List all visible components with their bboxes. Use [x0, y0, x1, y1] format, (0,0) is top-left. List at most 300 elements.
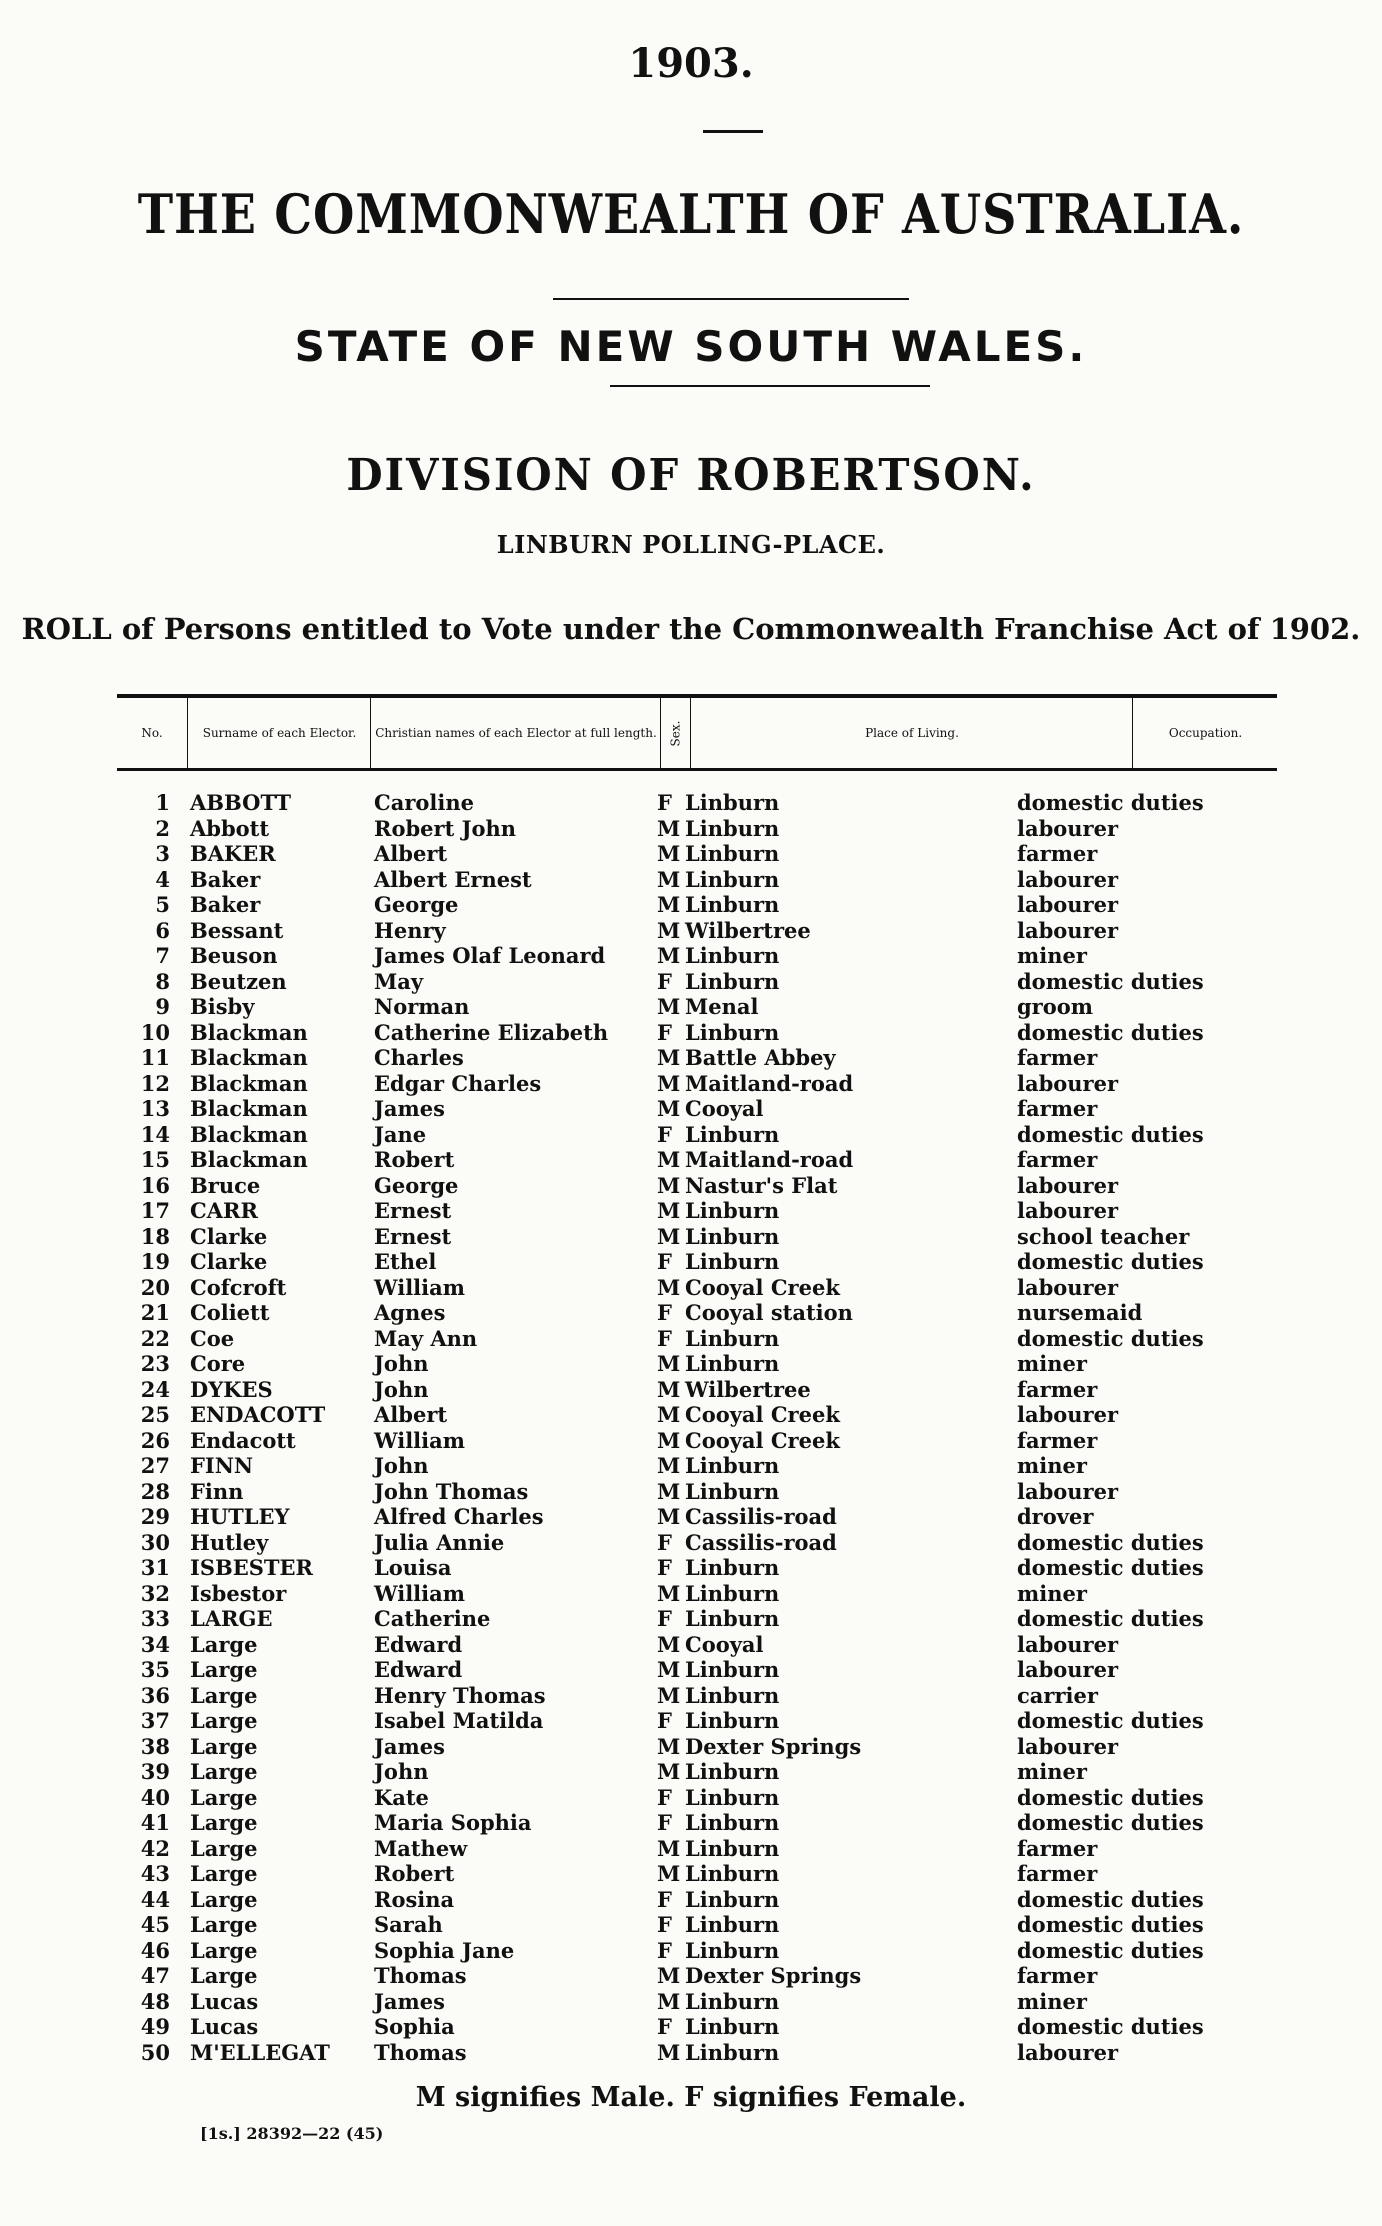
elector-christian-names: Sophia Jane — [374, 1937, 515, 1963]
elector-place: Battle Abbey — [685, 1045, 836, 1070]
elector-surname: Blackman — [190, 1070, 308, 1096]
header-surname: Surname of each Elector. — [187, 698, 371, 768]
elector-no: 11 — [140, 1045, 170, 1070]
table-row — [0, 2040, 1382, 2066]
elector-sex: M — [657, 1682, 681, 1708]
elector-no: 36 — [140, 1682, 170, 1708]
elector-sex: F — [657, 1784, 672, 1810]
elector-no: 24 — [140, 1376, 170, 1402]
elector-sex: F — [657, 1555, 672, 1580]
table-row — [0, 1428, 1382, 1454]
elector-no: 39 — [140, 1759, 170, 1784]
elector-surname: Baker — [190, 866, 261, 892]
header-sex-label: Sex. — [668, 720, 683, 746]
elector-sex: M — [657, 1351, 681, 1376]
elector-christian-names: Louisa — [374, 1555, 452, 1580]
elector-occupation: domestic duties — [1017, 1708, 1204, 1733]
elector-occupation: domestic duties — [1017, 1529, 1204, 1555]
table-row — [0, 943, 1382, 969]
elector-occupation: domestic duties — [1017, 1606, 1204, 1631]
elector-place: Linburn — [685, 1121, 780, 1147]
table-row — [0, 969, 1382, 995]
elector-place: Linburn — [685, 943, 780, 968]
header-occupation: Occupation. — [1132, 698, 1278, 768]
elector-place: Linburn — [685, 1784, 780, 1810]
elector-sex: F — [657, 1810, 672, 1835]
elector-occupation: domestic duties — [1017, 1912, 1204, 1937]
elector-christian-names: George — [374, 1172, 459, 1198]
elector-surname: Large — [190, 1963, 258, 1988]
elector-christian-names: James — [374, 1988, 445, 2014]
elector-surname: Clarke — [190, 1223, 268, 1249]
table-row — [0, 816, 1382, 842]
elector-occupation: labourer — [1017, 1631, 1119, 1657]
elector-no: 4 — [155, 866, 170, 892]
elector-occupation: domestic duties — [1017, 1019, 1204, 1045]
elector-no: 20 — [140, 1274, 170, 1300]
table-row — [0, 1632, 1382, 1658]
elector-sex: F — [657, 790, 672, 815]
table-row — [0, 1708, 1382, 1734]
table-row — [0, 1122, 1382, 1148]
table-row — [0, 1453, 1382, 1479]
elector-occupation: miner — [1017, 1759, 1087, 1784]
elector-sex: M — [657, 1657, 681, 1682]
elector-no: 13 — [140, 1096, 170, 1121]
elector-christian-names: Edgar Charles — [374, 1070, 542, 1096]
elector-occupation: farmer — [1017, 1427, 1098, 1453]
elector-surname: Endacott — [190, 1427, 296, 1453]
elector-christian-names: Edward — [374, 1657, 463, 1682]
elector-surname: CARR — [190, 1198, 258, 1223]
elector-occupation: labourer — [1017, 1733, 1119, 1759]
elector-occupation: carrier — [1017, 1682, 1098, 1708]
elector-surname: Coe — [190, 1325, 235, 1351]
elector-place: Linburn — [685, 790, 780, 815]
elector-place: Linburn — [685, 1937, 780, 1963]
elector-no: 29 — [140, 1504, 170, 1529]
elector-place: Linburn — [685, 1478, 780, 1504]
elector-sex: M — [657, 1070, 681, 1096]
elector-sex: F — [657, 1886, 672, 1912]
elector-surname: HUTLEY — [190, 1504, 290, 1529]
elector-sex: M — [657, 994, 681, 1019]
elector-christian-names: Ethel — [374, 1249, 437, 1274]
elector-place: Linburn — [685, 1580, 780, 1606]
elector-surname: Beutzen — [190, 968, 287, 994]
elector-occupation: farmer — [1017, 841, 1098, 866]
elector-no: 45 — [140, 1912, 170, 1937]
elector-sex: M — [657, 917, 681, 943]
elector-christian-names: May Ann — [374, 1325, 478, 1351]
elector-no: 35 — [140, 1657, 170, 1682]
elector-no: 44 — [140, 1886, 170, 1912]
elector-no: 10 — [140, 1019, 170, 1045]
elector-sex: F — [657, 1529, 672, 1555]
elector-surname: FINN — [190, 1453, 254, 1478]
elector-christian-names: John Thomas — [374, 1478, 529, 1504]
elector-no: 27 — [140, 1453, 170, 1478]
elector-sex: M — [657, 1478, 681, 1504]
table-row — [0, 1963, 1382, 1989]
elector-no: 5 — [155, 892, 170, 917]
table-row — [0, 918, 1382, 944]
elector-no: 12 — [140, 1070, 170, 1096]
elector-surname: Large — [190, 1708, 258, 1733]
elector-no: 42 — [140, 1835, 170, 1861]
elector-occupation: farmer — [1017, 1096, 1098, 1121]
elector-place: Wilbertree — [685, 917, 811, 943]
roll-title: ROLL of Persons entitled to Vote under the Commonwealth Franchise Act of 1902. — [21, 612, 1361, 646]
elector-sex: M — [657, 866, 681, 892]
elector-occupation: farmer — [1017, 1045, 1098, 1070]
elector-no: 9 — [155, 994, 170, 1019]
elector-sex: M — [657, 1402, 681, 1427]
elector-place: Linburn — [685, 1886, 780, 1912]
elector-surname: Large — [190, 1759, 258, 1784]
elector-occupation: domestic duties — [1017, 790, 1204, 815]
elector-occupation: domestic duties — [1017, 1937, 1204, 1963]
elector-no: 8 — [155, 968, 170, 994]
elector-christian-names: Robert — [374, 1861, 455, 1886]
elector-surname: Isbestor — [190, 1580, 287, 1606]
elector-christian-names: Jane — [374, 1121, 427, 1147]
table-row — [0, 994, 1382, 1020]
elector-christian-names: Catherine — [374, 1606, 491, 1631]
elector-place: Cooyal Creek — [685, 1274, 840, 1300]
elector-sex: M — [657, 892, 681, 917]
divider-rule — [610, 385, 930, 387]
elector-surname: Hutley — [190, 1529, 269, 1555]
elector-no: 23 — [140, 1351, 170, 1376]
elector-sex: M — [657, 1147, 681, 1172]
elector-sex: M — [657, 1733, 681, 1759]
elector-place: Linburn — [685, 1606, 780, 1631]
elector-christian-names: Caroline — [374, 790, 474, 815]
elector-christian-names: Robert John — [374, 815, 517, 841]
table-row — [0, 1275, 1382, 1301]
elector-no: 2 — [155, 815, 170, 841]
table-row — [0, 1198, 1382, 1224]
elector-christian-names: Albert Ernest — [374, 866, 532, 892]
header-place: Place of Living. — [690, 698, 1133, 768]
elector-occupation: domestic duties — [1017, 1249, 1204, 1274]
elector-occupation: groom — [1017, 994, 1093, 1019]
elector-sex: M — [657, 2039, 681, 2065]
elector-surname: Blackman — [190, 1045, 308, 1070]
elector-christian-names: Albert — [374, 1402, 448, 1427]
elector-christian-names: Robert — [374, 1147, 455, 1172]
elector-place: Linburn — [685, 815, 780, 841]
elector-no: 3 — [155, 841, 170, 866]
table-row — [0, 1402, 1382, 1428]
elector-no: 48 — [140, 1988, 170, 2014]
elector-sex: F — [657, 2014, 672, 2039]
elector-place: Cooyal Creek — [685, 1402, 840, 1427]
elector-occupation: miner — [1017, 1351, 1087, 1376]
elector-sex: M — [657, 1580, 681, 1606]
elector-place: Linburn — [685, 866, 780, 892]
elector-occupation: miner — [1017, 1453, 1087, 1478]
elector-sex: M — [657, 841, 681, 866]
elector-place: Nastur's Flat — [685, 1172, 838, 1198]
elector-no: 33 — [140, 1606, 170, 1631]
elector-sex: M — [657, 1376, 681, 1402]
table-row — [0, 1530, 1382, 1556]
elector-place: Linburn — [685, 1249, 780, 1274]
table-row — [0, 1759, 1382, 1785]
table-row — [0, 1989, 1382, 2015]
elector-occupation: labourer — [1017, 1478, 1119, 1504]
table-row — [0, 790, 1382, 816]
elector-occupation: farmer — [1017, 1963, 1098, 1988]
table-row — [0, 1785, 1382, 1811]
elector-christian-names: Kate — [374, 1784, 429, 1810]
elector-place: Wilbertree — [685, 1376, 811, 1402]
elector-place: Linburn — [685, 1835, 780, 1861]
elector-christian-names: John — [374, 1759, 429, 1784]
table-row — [0, 841, 1382, 867]
elector-sex: F — [657, 1708, 672, 1733]
elector-surname: ABBOTT — [190, 790, 291, 815]
elector-place: Maitland-road — [685, 1070, 854, 1096]
elector-occupation: farmer — [1017, 1376, 1098, 1402]
elector-sex: M — [657, 1223, 681, 1249]
elector-occupation: school teacher — [1017, 1223, 1190, 1249]
elector-christian-names: John — [374, 1376, 429, 1402]
elector-place: Dexter Springs — [685, 1733, 862, 1759]
elector-place: Linburn — [685, 1198, 780, 1223]
elector-occupation: labourer — [1017, 1172, 1119, 1198]
elector-place: Linburn — [685, 2039, 780, 2065]
elector-surname: Finn — [190, 1478, 244, 1504]
elector-place: Linburn — [685, 1861, 780, 1886]
elector-place: Cooyal — [685, 1631, 764, 1657]
elector-christian-names: Charles — [374, 1045, 464, 1070]
elector-place: Linburn — [685, 1555, 780, 1580]
elector-occupation: labourer — [1017, 1274, 1119, 1300]
elector-sex: M — [657, 815, 681, 841]
elector-christian-names: Catherine Elizabeth — [374, 1019, 609, 1045]
table-row — [0, 1173, 1382, 1199]
elector-christian-names: Henry — [374, 917, 446, 943]
elector-occupation: domestic duties — [1017, 1121, 1204, 1147]
elector-christian-names: Julia Annie — [374, 1529, 505, 1555]
table-row — [0, 1836, 1382, 1862]
divider-rule — [553, 298, 909, 300]
polling-place-heading: LINBURN POLLING-PLACE. — [496, 530, 886, 559]
elector-place: Linburn — [685, 1759, 780, 1784]
elector-no: 46 — [140, 1937, 170, 1963]
table-row — [0, 1377, 1382, 1403]
elector-no: 32 — [140, 1580, 170, 1606]
elector-surname: Lucas — [190, 1988, 259, 2014]
elector-occupation: labourer — [1017, 1402, 1119, 1427]
elector-surname: LARGE — [190, 1606, 273, 1631]
elector-place: Cooyal — [685, 1096, 764, 1121]
elector-sex: M — [657, 1453, 681, 1478]
elector-occupation: domestic duties — [1017, 968, 1204, 994]
elector-place: Maitland-road — [685, 1147, 854, 1172]
elector-no: 1 — [155, 790, 170, 815]
elector-christian-names: Henry Thomas — [374, 1682, 546, 1708]
elector-surname: Lucas — [190, 2014, 259, 2039]
elector-christian-names: May — [374, 968, 424, 994]
divider-rule — [703, 130, 763, 133]
elector-surname: Large — [190, 1631, 258, 1657]
elector-christian-names: Ernest — [374, 1223, 452, 1249]
elector-no: 49 — [140, 2014, 170, 2039]
elector-surname: Large — [190, 1682, 258, 1708]
elector-surname: Bisby — [190, 994, 255, 1019]
elector-place: Linburn — [685, 1223, 780, 1249]
elector-surname: Large — [190, 1886, 258, 1912]
elector-place: Menal — [685, 994, 759, 1019]
elector-no: 38 — [140, 1733, 170, 1759]
elector-occupation: domestic duties — [1017, 1810, 1204, 1835]
elector-place: Linburn — [685, 1988, 780, 2014]
table-row — [0, 1249, 1382, 1275]
elector-christian-names: Thomas — [374, 2039, 467, 2065]
elector-sex: M — [657, 1988, 681, 2014]
elector-surname: Large — [190, 1835, 258, 1861]
table-row — [0, 892, 1382, 918]
elector-christian-names: Agnes — [374, 1300, 446, 1325]
print-reference: [1s.] 28392—22 (45) — [200, 2124, 384, 2143]
elector-place: Dexter Springs — [685, 1963, 862, 1988]
elector-sex: M — [657, 1198, 681, 1223]
elector-surname: Blackman — [190, 1096, 308, 1121]
elector-sex: M — [657, 1427, 681, 1453]
table-row — [0, 1938, 1382, 1964]
elector-christian-names: Isabel Matilda — [374, 1708, 544, 1733]
elector-surname: Cofcroft — [190, 1274, 287, 1300]
elector-sex: M — [657, 1861, 681, 1886]
elector-occupation: farmer — [1017, 1147, 1098, 1172]
table-row — [0, 1734, 1382, 1760]
elector-surname: Large — [190, 1733, 258, 1759]
elector-sex: M — [657, 1759, 681, 1784]
elector-surname: Large — [190, 1912, 258, 1937]
elector-place: Linburn — [685, 1325, 780, 1351]
elector-place: Linburn — [685, 968, 780, 994]
elector-occupation: labourer — [1017, 866, 1119, 892]
table-row — [0, 1810, 1382, 1836]
elector-occupation: domestic duties — [1017, 2014, 1204, 2039]
elector-occupation: miner — [1017, 1988, 1087, 2014]
sex-legend-note: M signifies Male. F signifies Female. — [415, 2082, 967, 2113]
table-row — [0, 1224, 1382, 1250]
elector-occupation: labourer — [1017, 1070, 1119, 1096]
table-row — [0, 1045, 1382, 1071]
elector-no: 7 — [155, 943, 170, 968]
electors-table-body — [0, 790, 1382, 2065]
elector-sex: M — [657, 943, 681, 968]
document-title: THE COMMONWEALTH OF AUSTRALIA. — [137, 182, 1245, 246]
elector-surname: M'ELLEGAT — [190, 2039, 330, 2065]
elector-occupation: farmer — [1017, 1861, 1098, 1886]
elector-christian-names: James — [374, 1096, 445, 1121]
elector-place: Linburn — [685, 892, 780, 917]
elector-sex: F — [657, 1121, 672, 1147]
elector-no: 50 — [140, 2039, 170, 2065]
elector-surname: Large — [190, 1657, 258, 1682]
elector-sex: F — [657, 1249, 672, 1274]
header-christian-names: Christian names of each Elector at full length. — [370, 698, 661, 768]
elector-surname: Bruce — [190, 1172, 261, 1198]
elector-surname: Blackman — [190, 1121, 308, 1147]
elector-sex: M — [657, 1631, 681, 1657]
elector-place: Linburn — [685, 1453, 780, 1478]
table-row — [0, 1479, 1382, 1505]
elector-surname: BAKER — [190, 841, 276, 866]
division-heading: DIVISION OF ROBERTSON. — [346, 450, 1036, 501]
elector-christian-names: William — [374, 1274, 465, 1300]
elector-no: 21 — [140, 1300, 170, 1325]
table-row — [0, 1300, 1382, 1326]
elector-occupation: domestic duties — [1017, 1784, 1204, 1810]
elector-no: 34 — [140, 1631, 170, 1657]
elector-no: 22 — [140, 1325, 170, 1351]
table-row — [0, 1096, 1382, 1122]
elector-place: Linburn — [685, 841, 780, 866]
elector-place: Linburn — [685, 1019, 780, 1045]
header-sex — [660, 698, 691, 768]
elector-christian-names: Norman — [374, 994, 470, 1019]
elector-christian-names: Maria Sophia — [374, 1810, 532, 1835]
elector-no: 17 — [140, 1198, 170, 1223]
elector-no: 31 — [140, 1555, 170, 1580]
elector-sex: M — [657, 1963, 681, 1988]
elector-occupation: labourer — [1017, 1657, 1119, 1682]
elector-no: 43 — [140, 1861, 170, 1886]
elector-no: 37 — [140, 1708, 170, 1733]
elector-no: 16 — [140, 1172, 170, 1198]
elector-sex: M — [657, 1835, 681, 1861]
elector-no: 30 — [140, 1529, 170, 1555]
elector-christian-names: Edward — [374, 1631, 463, 1657]
elector-christian-names: Alfred Charles — [374, 1504, 544, 1529]
table-row — [0, 1147, 1382, 1173]
elector-sex: F — [657, 1937, 672, 1963]
elector-surname: Core — [190, 1351, 246, 1376]
elector-christian-names: Thomas — [374, 1963, 467, 1988]
elector-no: 28 — [140, 1478, 170, 1504]
elector-occupation: labourer — [1017, 892, 1119, 917]
elector-surname: Large — [190, 1861, 258, 1886]
elector-no: 26 — [140, 1427, 170, 1453]
elector-no: 40 — [140, 1784, 170, 1810]
elector-christian-names: John — [374, 1351, 429, 1376]
elector-surname: Clarke — [190, 1249, 268, 1274]
elector-christian-names: William — [374, 1427, 465, 1453]
elector-surname: Abbott — [190, 815, 270, 841]
table-row — [0, 1071, 1382, 1097]
table-row — [0, 1020, 1382, 1046]
table-row — [0, 1581, 1382, 1607]
elector-no: 15 — [140, 1147, 170, 1172]
elector-occupation: labourer — [1017, 1198, 1119, 1223]
elector-christian-names: William — [374, 1580, 465, 1606]
header-no: No. — [141, 725, 163, 740]
table-row — [0, 1657, 1382, 1683]
elector-sex: M — [657, 1274, 681, 1300]
elector-christian-names: Ernest — [374, 1198, 452, 1223]
elector-place: Linburn — [685, 1682, 780, 1708]
elector-christian-names: Mathew — [374, 1835, 468, 1861]
elector-place: Linburn — [685, 1351, 780, 1376]
elector-surname: Coliett — [190, 1300, 270, 1325]
